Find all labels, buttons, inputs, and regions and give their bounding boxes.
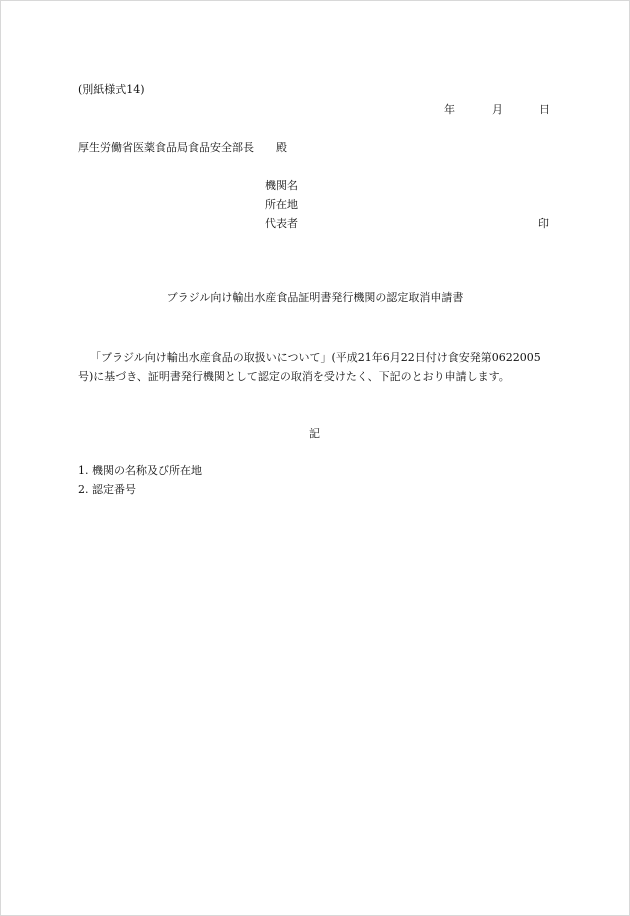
list-item-1: 1. 機関の名称及び所在地 — [78, 464, 202, 477]
document-title: ブラジル向け輸出水産食品証明書発行機関の認定取消申請書 — [166, 291, 464, 304]
address-label: 所在地 — [265, 198, 298, 211]
date-month-label: 月 — [492, 103, 503, 116]
org-name-label: 機関名 — [265, 179, 298, 192]
body-text-line-2: 号)に基づき、証明書発行機関として認定の取消を受けたく、下記のとおり申請します。 — [78, 370, 510, 383]
ki-heading: 記 — [309, 427, 320, 440]
date-day-label: 日 — [539, 103, 550, 116]
form-number: (別紙様式14) — [78, 83, 145, 96]
addressee-honorific: 殿 — [276, 141, 287, 154]
date-year-label: 年 — [444, 103, 455, 116]
seal-mark: 印 — [538, 217, 549, 230]
list-item-2: 2. 認定番号 — [78, 483, 136, 496]
body-text-line-1: 「ブラジル向け輸出水産食品の取扱いについて」(平成21年6月22日付け食安発第0622005 — [90, 351, 541, 364]
addressee-name: 厚生労働省医薬食品局食品安全部長 — [78, 141, 254, 154]
representative-label: 代表者 — [265, 217, 298, 230]
